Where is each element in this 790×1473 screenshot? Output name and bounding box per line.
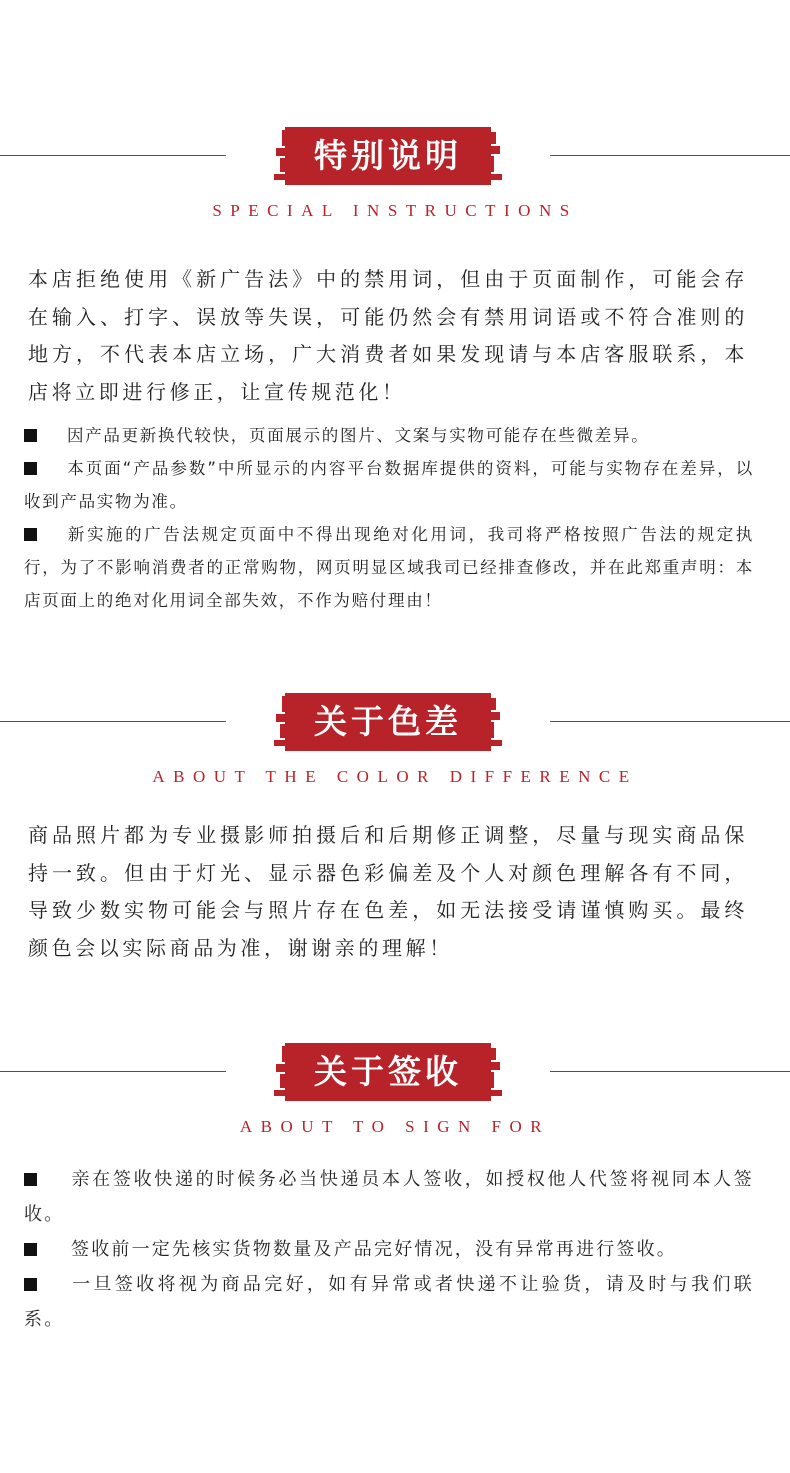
square-bullet-icon <box>24 429 37 442</box>
divider-right <box>550 1071 790 1072</box>
bullet-list <box>24 1162 754 1337</box>
list-item-text: 签收前一定先核实货物数量及产品完好情况，没有异常再进行签收。 <box>71 1239 677 1260</box>
stamp-edge-right <box>486 126 504 186</box>
divider-left <box>0 155 226 156</box>
section-paragraph: 本店拒绝使用《新广告法》中的禁用词，但由于页面制作，可能会存在输入、打字、误放等失误，可能仍然会有禁用词语或不符合准则的地方，不代表本店立场，广大消费者如果发现请与本店客服联系，本店将立即进行修正，让宣传规范化！ <box>28 267 748 404</box>
list-item <box>24 452 754 518</box>
square-bullet-icon <box>24 528 37 541</box>
list-item <box>24 419 754 452</box>
list-item-text: 新实施的广告法规定页面中不得出现绝对化用词，我司将严格按照广告法的规定执行，为了不影响消费者的正常购物，网页明显区域我司已经排查修改，并在此郑重声明：本店页面上的绝对化用词全部失效，不作为赔付理由！ <box>24 525 754 610</box>
square-bullet-icon <box>24 462 37 475</box>
divider-right <box>550 155 790 156</box>
section-title: 关于签收 <box>314 1052 462 1091</box>
section-subtitle: SPECIAL INSTRUCTIONS <box>212 201 578 220</box>
divider-right <box>550 721 790 722</box>
stamp-plate <box>286 694 490 750</box>
stamp-edge-right <box>486 692 504 752</box>
square-bullet-icon <box>24 1173 37 1186</box>
section-paragraph: 商品照片都为专业摄影师拍摄后和后期修正调整，尽量与现实商品保持一致。但由于灯光、显示器色彩偏差及个人对颜色理解各有不同，导致少数实物可能会与照片存在色差，如无法接受请谨慎购买。最终颜色会以实际商品为准，谢谢亲的理解！ <box>28 823 748 960</box>
section-title: 关于色差 <box>314 702 462 741</box>
list-item-text: 亲在签收快递的时候务必当快递员本人签收，如授权他人代签将视同本人签收。 <box>24 1169 754 1225</box>
list-item-text: 因产品更新换代较快，页面展示的图片、文案与实物可能存在些微差异。 <box>67 426 650 445</box>
list-item <box>24 1162 754 1232</box>
stamp-plate <box>286 1044 490 1100</box>
title-stamp <box>272 692 504 752</box>
list-item <box>24 1267 754 1337</box>
bullet-list <box>24 419 754 617</box>
stamp-plate <box>286 128 490 184</box>
stamp-edge-right <box>486 1042 504 1102</box>
list-item <box>24 518 754 617</box>
list-item-text: 一旦签收将视为商品完好，如有异常或者快递不让验货，请及时与我们联系。 <box>24 1274 754 1330</box>
section-title: 特别说明 <box>314 136 462 175</box>
title-stamp <box>272 1042 504 1102</box>
title-stamp <box>272 126 504 186</box>
square-bullet-icon <box>24 1278 37 1291</box>
list-item-text: 本页面“产品参数”中所显示的内容平台数据库提供的资料，可能与实物存在差异，以收到产品实物为准。 <box>24 459 754 511</box>
divider-left <box>0 721 226 722</box>
list-item <box>24 1232 754 1267</box>
section-subtitle: ABOUT THE COLOR DIFFERENCE <box>152 767 638 786</box>
divider-left <box>0 1071 226 1072</box>
square-bullet-icon <box>24 1243 37 1256</box>
section-subtitle: ABOUT TO SIGN FOR <box>239 1117 551 1136</box>
